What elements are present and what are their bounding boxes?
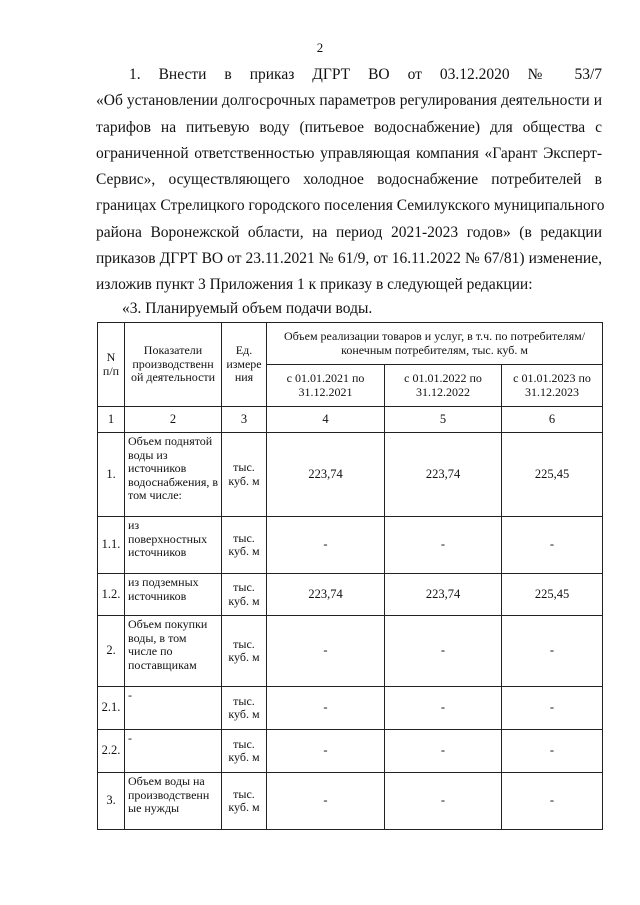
row-value-2023: 225,45 xyxy=(502,574,603,616)
row-value-2022: 223,74 xyxy=(385,433,502,517)
table-row xyxy=(98,616,603,687)
row-value-2022: 223,74 xyxy=(385,574,502,616)
paragraph-line: границах Стрелицкого городского поселения Семилукского муниципального xyxy=(96,197,605,215)
column-number: 5 xyxy=(385,407,502,433)
paragraph-line: ограниченной ответственностью управляющая компания «Гарант Эксперт- xyxy=(96,144,602,162)
header-period-2021: с 01.01.2021 по 31.12.2021 xyxy=(267,365,385,407)
paragraph-line: тарифов на питьевую воду (питьевое водоснабжение) для общества с xyxy=(96,118,602,136)
row-unit: тыс. куб. м xyxy=(222,433,267,517)
header-num: N п/п xyxy=(98,323,125,407)
row-value-2022: - xyxy=(385,616,502,687)
row-value-2022: - xyxy=(385,773,502,830)
row-name: из подземных источников xyxy=(125,574,222,616)
row-value-2023: - xyxy=(502,773,603,830)
water-supply-table xyxy=(97,322,603,830)
row-unit: тыс. куб. м xyxy=(222,517,267,574)
row-num: 1.1. xyxy=(98,517,125,574)
row-value-2023: - xyxy=(502,730,603,773)
row-name: из поверхностных источников xyxy=(125,517,222,574)
order-paragraph xyxy=(96,62,605,299)
row-name: - xyxy=(125,730,222,773)
row-unit: тыс. куб. м xyxy=(222,773,267,830)
table-row xyxy=(98,517,603,574)
row-value-2021: - xyxy=(267,730,385,773)
row-value-2023: - xyxy=(502,616,603,687)
row-num: 2. xyxy=(98,616,125,687)
table-row xyxy=(98,773,603,830)
row-value-2022: - xyxy=(385,730,502,773)
row-num: 1. xyxy=(98,433,125,517)
column-number: 6 xyxy=(502,407,603,433)
paragraph-line: Сервис», осуществляющего холодное водоснабжение потребителей в xyxy=(96,171,602,189)
table-row xyxy=(98,574,603,616)
row-name: Объем покупки воды, в том числе по поставщикам xyxy=(125,616,222,687)
row-value-2021: 223,74 xyxy=(267,433,385,517)
row-value-2021: - xyxy=(267,616,385,687)
column-number: 1 xyxy=(98,407,125,433)
row-value-2023: - xyxy=(502,517,603,574)
row-value-2021: - xyxy=(267,687,385,730)
paragraph-line: «Об установлении долгосрочных параметров регулирования деятельности и xyxy=(96,92,602,110)
row-value-2023: 225,45 xyxy=(502,433,603,517)
row-value-2022: - xyxy=(385,517,502,574)
paragraph-line: изложив пункт 3 Приложения 1 к приказу в следующей редакции: xyxy=(96,276,533,294)
header-period-2022: с 01.01.2022 по 31.12.2022 xyxy=(385,365,502,407)
row-name: Объем поднятой воды из источников водоснабжения, в том числе: xyxy=(125,433,222,517)
row-value-2022: - xyxy=(385,687,502,730)
section-title: «3. Планируемый объем подачи воды. xyxy=(122,300,373,317)
table-header-row xyxy=(98,323,603,365)
row-value-2021: - xyxy=(267,773,385,830)
column-number: 3 xyxy=(222,407,267,433)
paragraph-line: приказов ДГРТ ВО от 23.11.2021 № 61/9, от 16.11.2022 № 67/81) изменение, xyxy=(96,250,602,268)
row-unit: тыс. куб. м xyxy=(222,687,267,730)
page-number: 2 xyxy=(316,40,324,55)
column-number: 2 xyxy=(125,407,222,433)
table-row xyxy=(98,730,603,773)
paragraph-line: района Воронежской области, на период 2021-2023 годов» (в редакции xyxy=(96,223,602,241)
header-period-2023: с 01.01.2023 по 31.12.2023 xyxy=(502,365,603,407)
row-num: 1.2. xyxy=(98,574,125,616)
column-number: 4 xyxy=(267,407,385,433)
row-name: - xyxy=(125,687,222,730)
row-num: 2.2. xyxy=(98,730,125,773)
table-row xyxy=(98,687,603,730)
row-unit: тыс. куб. м xyxy=(222,730,267,773)
row-name: Объем воды на производственн ые нужды xyxy=(125,773,222,830)
column-number-row xyxy=(98,407,603,433)
row-unit: тыс. куб. м xyxy=(222,616,267,687)
table-row xyxy=(98,433,603,517)
row-num: 2.1. xyxy=(98,687,125,730)
header-indicator: Показатели производственн ой деятельности xyxy=(125,323,222,407)
row-value-2021: 223,74 xyxy=(267,574,385,616)
row-num: 3. xyxy=(98,773,125,830)
header-unit: Ед. измере ния xyxy=(222,323,267,407)
row-unit: тыс. куб. м xyxy=(222,574,267,616)
row-value-2023: - xyxy=(502,687,603,730)
row-value-2021: - xyxy=(267,517,385,574)
header-volume: Объем реализации товаров и услуг, в т.ч. по потребителям/ конечным потребителям, тыс. куб. м xyxy=(267,323,603,365)
paragraph-line: 1. Внести в приказ ДГРТ ВО от 03.12.2020 № 53/7 xyxy=(129,66,602,83)
